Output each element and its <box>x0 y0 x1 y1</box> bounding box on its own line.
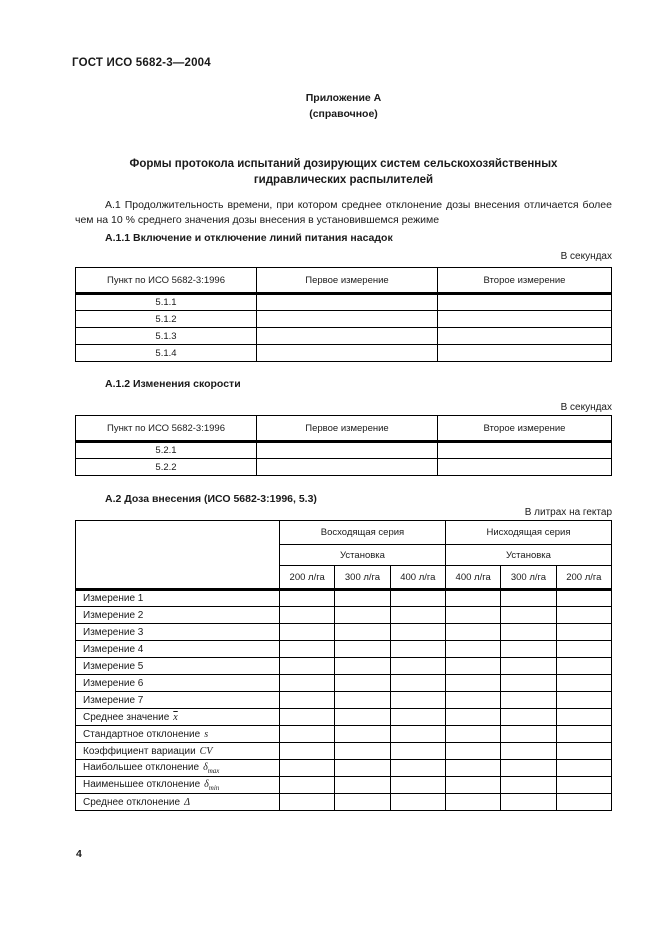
table-a2-dose <box>75 520 612 811</box>
blank-data-cell <box>445 709 500 726</box>
blank-data-cell <box>280 709 335 726</box>
blank-data-cell <box>445 726 500 743</box>
page-number: 4 <box>76 848 82 860</box>
blank-data-cell <box>556 726 611 743</box>
blank-data-cell <box>280 692 335 709</box>
blank-data-cell <box>438 459 612 476</box>
rate-header: 300 л/га <box>335 566 390 590</box>
table-row <box>76 624 612 641</box>
blank-data-cell <box>556 760 611 777</box>
ascending-series-header: Восходящая серия <box>280 521 446 545</box>
rate-header: 400 л/га <box>390 566 445 590</box>
descending-series-header: Нисходящая серия <box>445 521 611 545</box>
row-label-cell: Измерение 3 <box>76 624 280 641</box>
table-row <box>76 743 612 760</box>
blank-data-cell <box>438 345 612 362</box>
row-label-cell: Измерение 7 <box>76 692 280 709</box>
unit-note-a11: В секундах <box>560 251 612 262</box>
blank-data-cell <box>445 692 500 709</box>
blank-data-cell <box>335 777 390 794</box>
blank-data-cell <box>280 760 335 777</box>
table-row <box>76 726 612 743</box>
delta-max-symbol: δ <box>203 761 208 773</box>
blank-data-cell <box>445 607 500 624</box>
clause-ref-cell: 5.2.1 <box>76 442 257 459</box>
clause-a2-heading: А.2 Доза внесения (ИСО 5682-3:1996, 5.3) <box>105 493 317 505</box>
blank-data-cell <box>445 760 500 777</box>
appendix-label: Приложение А <box>305 92 382 104</box>
row-label-cell: Наименьшее отклонение $\delta_{min}$ <box>76 777 280 794</box>
blank-data-cell <box>438 311 612 328</box>
blank-data-cell <box>390 658 445 675</box>
blank-data-cell <box>445 641 500 658</box>
blank-data-cell <box>280 658 335 675</box>
row-label-cell: Стандартное отклонение s <box>76 726 280 743</box>
delta-symbol: Δ <box>184 796 190 808</box>
blank-data-cell <box>335 607 390 624</box>
blank-data-cell <box>501 726 556 743</box>
table-row <box>76 641 612 658</box>
blank-data-cell <box>556 692 611 709</box>
blank-data-cell <box>501 709 556 726</box>
blank-data-cell <box>501 607 556 624</box>
blank-data-cell <box>390 607 445 624</box>
blank-data-cell <box>335 641 390 658</box>
blank-data-cell <box>556 607 611 624</box>
clause-ref-cell: 5.1.1 <box>76 294 257 311</box>
blank-data-cell <box>556 624 611 641</box>
blank-data-cell <box>501 794 556 811</box>
table-row <box>76 675 612 692</box>
column-header: Второе измерение <box>438 268 612 294</box>
rate-header: 200 л/га <box>556 566 611 590</box>
row-label-cell: Измерение 1 <box>76 590 280 607</box>
blank-data-cell <box>390 675 445 692</box>
blank-data-cell <box>501 624 556 641</box>
blank-data-cell <box>556 743 611 760</box>
blank-data-cell <box>438 294 612 311</box>
blank-data-cell <box>335 760 390 777</box>
column-header: Первое измерение <box>257 268 438 294</box>
table-row <box>76 692 612 709</box>
blank-data-cell <box>257 345 438 362</box>
blank-data-cell <box>390 590 445 607</box>
stddev-symbol: s <box>204 728 209 740</box>
table-row <box>76 760 612 777</box>
table-row <box>76 311 612 328</box>
series-header-row <box>76 521 612 545</box>
blank-data-cell <box>445 777 500 794</box>
column-header: Первое измерение <box>257 416 438 442</box>
blank-data-cell <box>390 777 445 794</box>
clause-ref-cell: 5.1.4 <box>76 345 257 362</box>
blank-data-cell <box>445 624 500 641</box>
blank-data-cell <box>556 641 611 658</box>
blank-data-cell <box>390 641 445 658</box>
blank-data-cell <box>390 760 445 777</box>
blank-data-cell <box>335 590 390 607</box>
standard-code-header: ГОСТ ИСО 5682-3—2004 <box>72 57 211 69</box>
mean-symbol: $\overline{x}$ <box>173 711 178 723</box>
blank-data-cell <box>501 777 556 794</box>
unit-note-a12: В секундах <box>560 402 612 413</box>
table-row <box>76 442 612 459</box>
clause-a12-heading: А.1.2 Изменения скорости <box>105 378 241 390</box>
rate-header: 300 л/га <box>501 566 556 590</box>
rate-header: 400 л/га <box>445 566 500 590</box>
appendix-title: Формы протокола испытаний дозирующих систем сельскохозяйственных гидравлических распылителей <box>129 158 558 186</box>
setting-header: Установка <box>445 545 611 566</box>
blank-data-cell <box>280 743 335 760</box>
blank-data-cell <box>501 692 556 709</box>
clause-ref-cell: 5.2.2 <box>76 459 257 476</box>
table-a11 <box>75 267 612 362</box>
blank-data-cell <box>280 675 335 692</box>
delta-min-symbol: δ <box>204 778 209 790</box>
blank-data-cell <box>257 459 438 476</box>
blank-data-cell <box>556 590 611 607</box>
blank-data-cell <box>335 675 390 692</box>
clause-a11-heading: А.1.1 Включение и отключение линий питания насадок <box>105 232 393 244</box>
blank-data-cell <box>257 294 438 311</box>
blank-data-cell <box>556 794 611 811</box>
row-label-cell: Среднее отклонение Δ <box>76 794 280 811</box>
appendix-kind: (справочное) <box>309 108 378 120</box>
table-row <box>76 459 612 476</box>
blank-data-cell <box>280 607 335 624</box>
blank-data-cell <box>280 590 335 607</box>
blank-data-cell <box>445 794 500 811</box>
blank-data-cell <box>280 641 335 658</box>
table-row <box>76 345 612 362</box>
blank-data-cell <box>438 442 612 459</box>
table-row <box>76 294 612 311</box>
blank-data-cell <box>445 590 500 607</box>
stub-cell <box>76 521 280 590</box>
blank-data-cell <box>257 311 438 328</box>
clause-ref-cell: 5.1.3 <box>76 328 257 345</box>
blank-data-cell <box>501 743 556 760</box>
row-label-cell: Измерение 4 <box>76 641 280 658</box>
blank-data-cell <box>280 726 335 743</box>
row-label-cell: Среднее значение $\overline{x}$ <box>76 709 280 726</box>
blank-data-cell <box>335 692 390 709</box>
table-a11-header-row <box>76 268 612 294</box>
table-a12-header-row <box>76 416 612 442</box>
table-row <box>76 590 612 607</box>
blank-data-cell <box>390 794 445 811</box>
blank-data-cell <box>556 709 611 726</box>
blank-data-cell <box>390 709 445 726</box>
column-header: Пункт по ИСО 5682-3:1996 <box>76 268 257 294</box>
row-label-cell: Измерение 2 <box>76 607 280 624</box>
blank-data-cell <box>335 658 390 675</box>
table-row <box>76 607 612 624</box>
blank-data-cell <box>335 794 390 811</box>
row-label-cell: Измерение 6 <box>76 675 280 692</box>
clause-a1-paragraph: А.1 Продолжительность времени, при котором среднее отклонение дозы внесения отличается более чем на 10 % среднего значения дозы внесения в установившемся режиме <box>75 199 612 226</box>
blank-data-cell <box>445 658 500 675</box>
blank-data-cell <box>445 675 500 692</box>
unit-note-a2: В литрах на гектар <box>524 507 612 518</box>
blank-data-cell <box>556 675 611 692</box>
blank-data-cell <box>501 641 556 658</box>
blank-data-cell <box>280 624 335 641</box>
blank-data-cell <box>257 442 438 459</box>
table-row <box>76 794 612 811</box>
column-header: Второе измерение <box>438 416 612 442</box>
row-label-cell: Наибольшее отклонение $\delta_{max}$ <box>76 760 280 777</box>
blank-data-cell <box>390 624 445 641</box>
table-row <box>76 658 612 675</box>
table-a12 <box>75 415 612 476</box>
setting-header: Установка <box>280 545 446 566</box>
table-row <box>76 709 612 726</box>
blank-data-cell <box>501 760 556 777</box>
page-content <box>72 0 612 811</box>
blank-data-cell <box>501 675 556 692</box>
blank-data-cell <box>257 328 438 345</box>
blank-data-cell <box>335 709 390 726</box>
blank-data-cell <box>335 726 390 743</box>
table-row <box>76 328 612 345</box>
blank-data-cell <box>335 624 390 641</box>
clause-ref-cell: 5.1.2 <box>76 311 257 328</box>
rate-header: 200 л/га <box>280 566 335 590</box>
blank-data-cell <box>390 692 445 709</box>
blank-data-cell <box>438 328 612 345</box>
blank-data-cell <box>390 726 445 743</box>
blank-data-cell <box>556 658 611 675</box>
cv-symbol: CV <box>199 745 213 757</box>
blank-data-cell <box>501 658 556 675</box>
column-header: Пункт по ИСО 5682-3:1996 <box>76 416 257 442</box>
row-label-cell: Измерение 5 <box>76 658 280 675</box>
blank-data-cell <box>445 743 500 760</box>
blank-data-cell <box>501 590 556 607</box>
table-row <box>76 777 612 794</box>
blank-data-cell <box>280 794 335 811</box>
blank-data-cell <box>556 777 611 794</box>
blank-data-cell <box>335 743 390 760</box>
blank-data-cell <box>390 743 445 760</box>
row-label-cell: Коэффициент вариации CV <box>76 743 280 760</box>
blank-data-cell <box>280 777 335 794</box>
